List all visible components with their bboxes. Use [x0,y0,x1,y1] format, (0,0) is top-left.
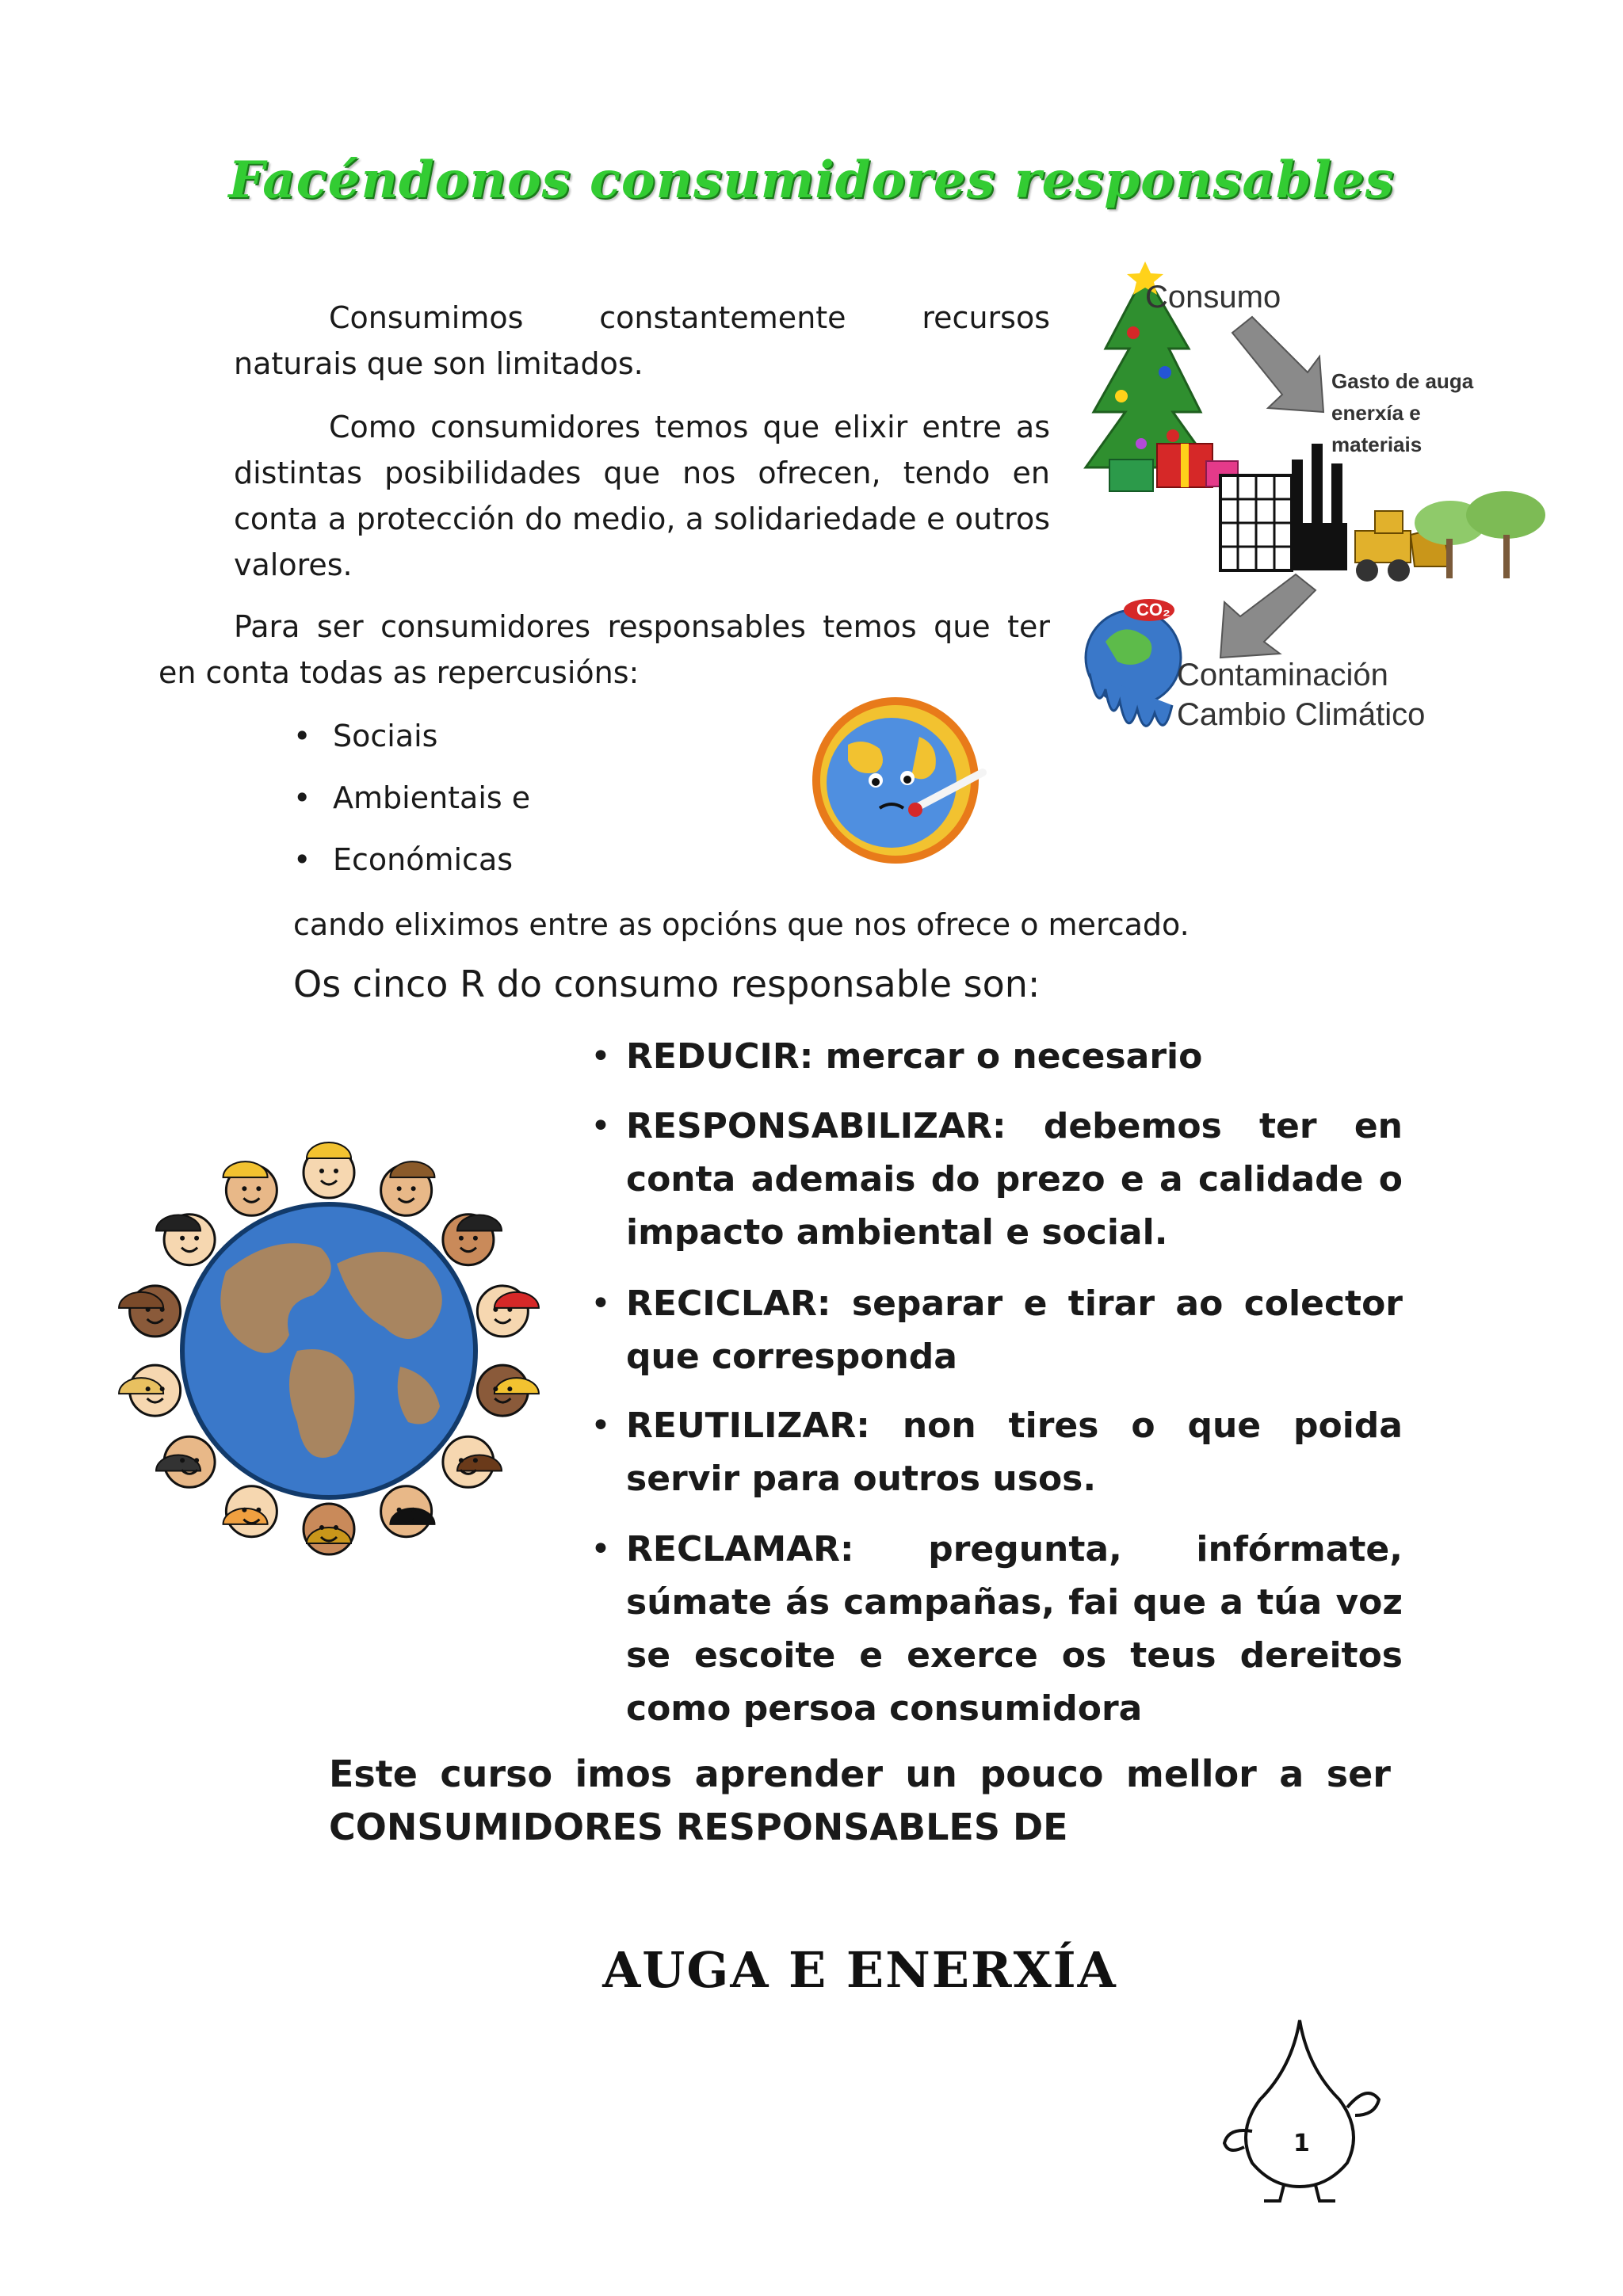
child-icon [304,1142,354,1198]
bullet-icon: • [590,1405,611,1446]
consumption-diagram [1078,261,1553,737]
intro-paragraph-3-line-2: en conta todas as repercusións: [158,655,640,690]
bullet-icon: • [293,719,311,753]
diagram-label-contaminacion: Contaminación [1177,658,1388,692]
child-icon [381,1161,435,1215]
child-icon [223,1161,277,1215]
five-r-item-responsabilizar [590,1100,1403,1259]
bullet-icon: • [590,1106,611,1146]
intro-paragraph-2-text: Como consumidores temos que elixir entre as distintas posibilidades que nos ofrecen, tendo en conta a protección do medio, a solidariedade e outros valores. [234,410,1050,582]
five-r-intro: Os cinco R do consumo responsable son: [293,963,1041,1005]
bullet-icon: • [590,1529,611,1569]
child-icon [223,1486,277,1537]
bullet-icon: • [590,1283,611,1324]
bullet-icon: • [293,780,311,815]
child-icon [156,1436,215,1487]
arrow-down-left-icon [1220,574,1316,658]
list-item-label: Económicas [333,842,514,877]
final-statement-line-1: Este curso imos aprender un pouco mellor a ser [329,1753,1391,1795]
child-icon [304,1504,354,1554]
diagram-label-consumo: Consumo [1145,280,1281,315]
page-number: 1 [1293,2130,1310,2157]
intro-closing: cando eliximos entre as opcións que nos ofrece o mercado. [293,907,1190,942]
intro-paragraph-1 [234,295,1050,387]
list-item-label: Sociais [333,719,438,753]
factory-icon [1220,444,1347,570]
five-r-term: REDUCIR: [626,1036,814,1077]
diagram-label-gasto-3: materiais [1331,433,1423,456]
child-icon [156,1215,215,1265]
list-item [293,713,438,759]
child-icon [443,1215,502,1265]
list-item [293,775,531,821]
child-icon [477,1286,539,1337]
child-icon [381,1486,435,1537]
five-r-term: REUTILIZAR: [626,1405,870,1446]
bullet-icon: • [590,1036,611,1077]
section-heading: AUGA E ENERXÍA [602,1941,1117,1999]
bullet-icon: • [293,842,311,877]
diagram-label-cambio: Cambio Climático [1177,697,1426,732]
five-r-text: pregunta, infórmate, súmate ás campañas, fai que a túa voz se escoite e exerce os teus dereitos como persoa consumidora [626,1529,1403,1729]
child-icon [477,1365,539,1416]
water-drop-mascot-icon [1212,2012,1387,2203]
child-icon [443,1436,502,1487]
arrow-down-right-icon [1232,317,1323,412]
earth-with-children-icon [99,1113,559,1573]
five-r-term: RECLAMAR: [626,1529,854,1569]
five-r-term: RECICLAR: [626,1283,831,1324]
five-r-text: debemos ter en conta ademais do prezo e a calidade o impacto ambiental e social. [626,1106,1403,1253]
diagram-label-gasto-1: Gasto de auga [1331,369,1474,393]
five-r-item-reducir [590,1030,1403,1083]
five-r-term: RESPONSABILIZAR: [626,1106,1006,1146]
list-item-label: Ambientais e [333,780,531,815]
intro-paragraph-2 [234,404,1050,588]
intro-paragraph-1-text: Consumimos constantemente recursos naturais que son limitados. [234,300,1050,381]
list-item [293,837,514,883]
diagram-label-gasto-2: enerxía e [1331,401,1421,425]
five-r-item-reclamar [590,1523,1403,1735]
sad-earth-icon [800,689,999,871]
co2-label: CO₂ [1136,600,1170,620]
five-r-text: non tires o que poida servir para outros usos. [626,1405,1403,1499]
five-r-text: mercar o necesario [825,1036,1203,1077]
five-r-item-reutilizar [590,1399,1403,1505]
intro-paragraph-3-line-1: Para ser consumidores responsables temos que ter [234,609,1050,644]
five-r-text: separar e tirar ao colector que corresponda [626,1283,1403,1377]
page-title: Facéndonos consumidores responsables [228,151,1395,210]
five-r-item-reciclar [590,1277,1403,1383]
final-statement [329,1748,1391,1854]
child-icon [119,1365,181,1416]
child-icon [119,1286,181,1337]
final-statement-line-2: CONSUMIDORES RESPONSABLES DE [329,1806,1068,1848]
